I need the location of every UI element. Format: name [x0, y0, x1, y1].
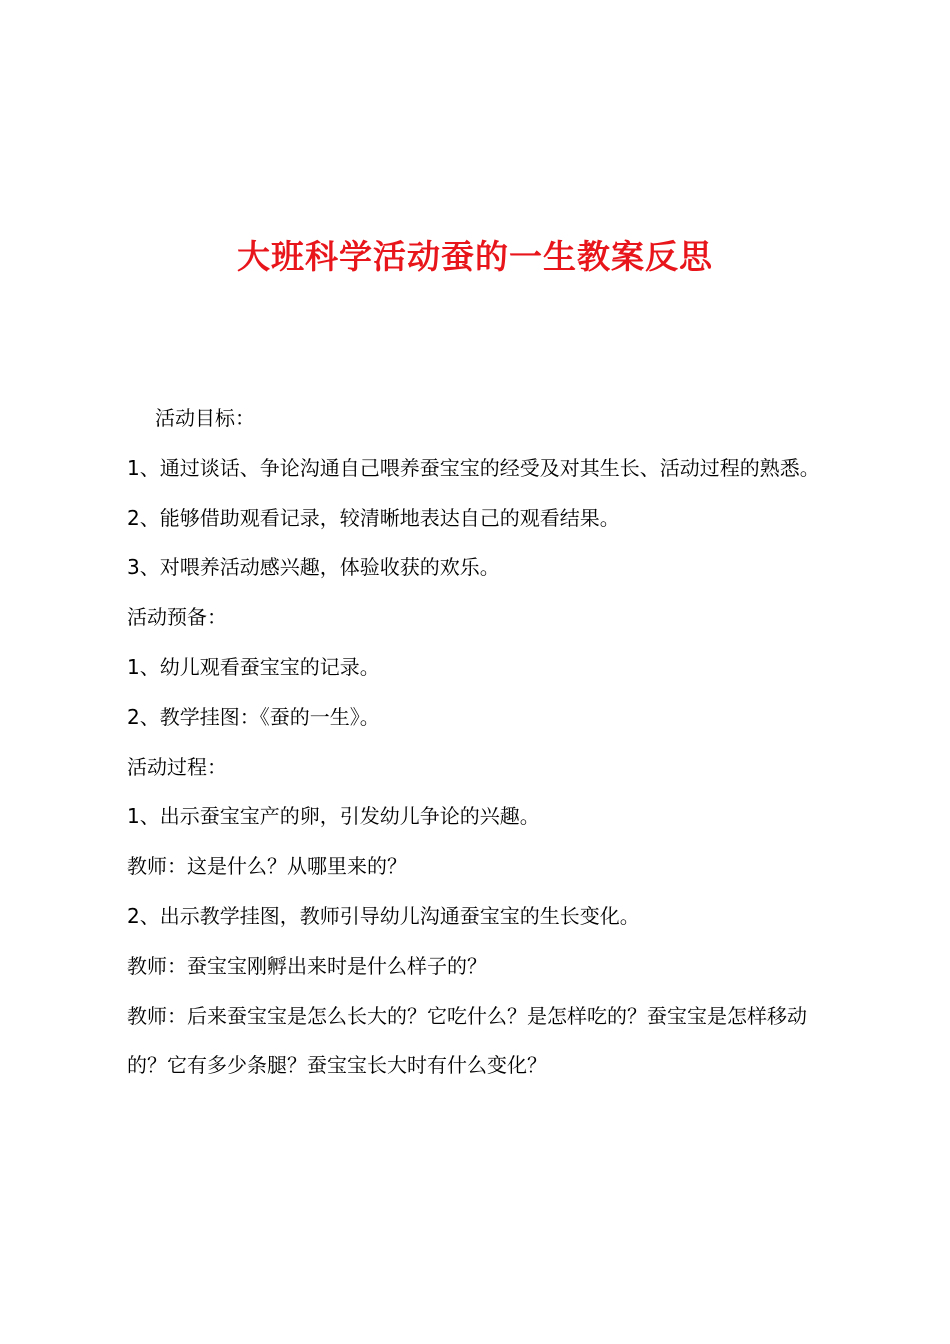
paragraph-goal-3: 3、对喂养活动感兴趣，体验收获的欢乐。 — [127, 555, 500, 580]
paragraph-teacher-question-3: 教师：后来蚕宝宝是怎么长大的？它吃什么？是怎样吃的？蚕宝宝是怎样移动的？它有多少条腿？蚕宝宝长大时有什么变化？ — [127, 1003, 807, 1078]
paragraph-teacher-question-1: 教师：这是什么？从哪里来的？ — [127, 854, 407, 879]
paragraph-preparation-1: 1、幼儿观看蚕宝宝的记录。 — [127, 654, 380, 679]
paragraph-teacher-question-2: 教师：蚕宝宝刚孵出来时是什么样子的？ — [127, 953, 487, 978]
paragraph-process-1: 1、出示蚕宝宝产的卵，引发幼儿争论的兴趣。 — [127, 804, 540, 829]
section-heading-preparation: 活动预备： — [127, 605, 227, 630]
section-heading-goals: 活动目标： — [155, 406, 255, 430]
document-body — [127, 394, 837, 1091]
section-heading-process: 活动过程： — [127, 754, 227, 779]
document-title: 大班科学活动蚕的一生教案反思 — [237, 237, 713, 277]
paragraph-goal-1: 1、通过谈话、争论沟通自己喂养蚕宝宝的经受及对其生长、活动过程的熟悉。 — [127, 455, 820, 480]
paragraph-preparation-2: 2、教学挂图：《蚕的一生》。 — [127, 704, 380, 729]
paragraph-process-2: 2、出示教学挂图，教师引导幼儿沟通蚕宝宝的生长变化。 — [127, 903, 640, 928]
paragraph-goal-2: 2、能够借助观看记录，较清晰地表达自己的观看结果。 — [127, 505, 620, 530]
